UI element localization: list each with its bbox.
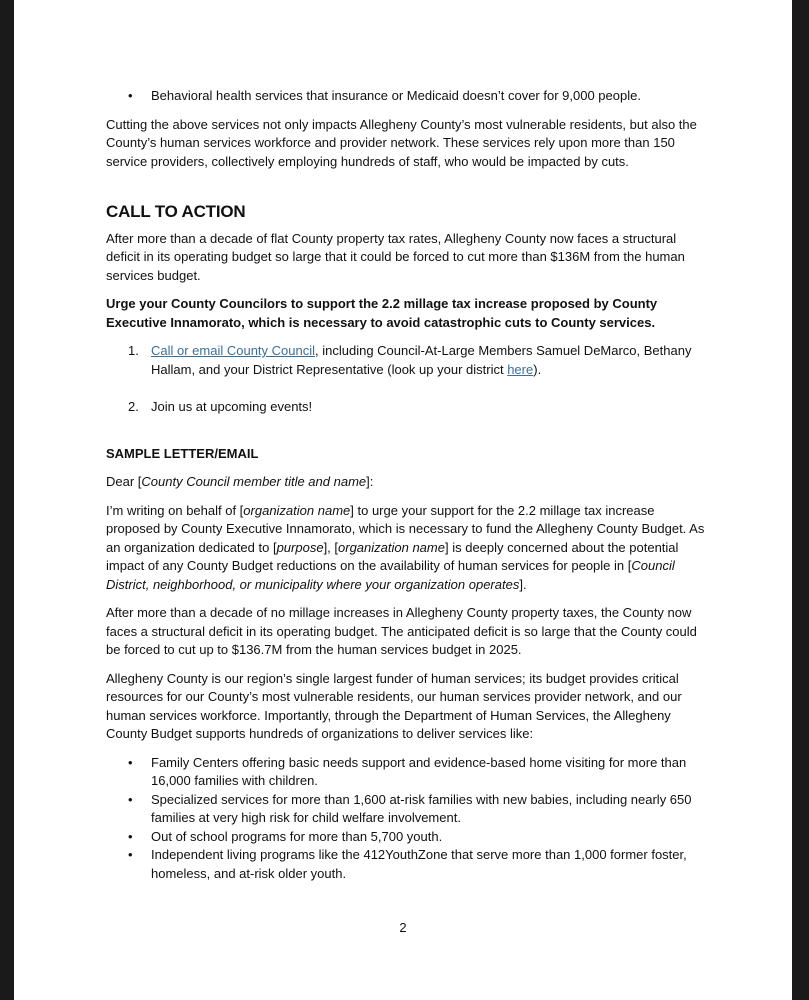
placeholder: Council District, neighborhood, or municipality where your organization operates — [106, 558, 675, 592]
salutation-text: Dear [ — [106, 474, 142, 489]
bullet-text: Family Centers offering basic needs support and evidence-based home visiting for more than 16,000 families with children. — [151, 754, 687, 788]
document-page — [14, 0, 792, 1000]
bullet-icon: • — [128, 88, 133, 103]
letter-paragraph-3: Allegheny County is our region’s single largest funder of human services; its budget provides critical resources for our County’s most vulnerable residents, our human services provider network, and our human services workforce. Importantly, through the Department of Human Services, the Allegheny County Budget supports hundreds of organizations to deliver services like: — [106, 670, 682, 741]
text: ], [ — [323, 539, 339, 555]
list-item — [106, 791, 706, 828]
step-text: Join us at upcoming events! — [151, 399, 313, 414]
list-item-step-2 — [106, 398, 706, 417]
bullet-icon: • — [128, 828, 133, 844]
list-item — [106, 754, 706, 791]
paragraph-cutting: Cutting the above services not only impacts Allegheny County’s most vulnerable residents, but also the County’s human services workforce and provider network. These services rely upon more than 150 service providers, collectively employing hundreds of staff, who would be impacted by cuts. — [106, 116, 697, 169]
bullet-text: Behavioral health services that insurance or Medicaid doesn’t cover for 9,000 people. — [151, 88, 641, 103]
text: I’m writing on behalf of [ — [106, 502, 244, 518]
list-item — [106, 846, 706, 883]
step-text: , including Council-At-Large Members Samuel DeMarco, Bethany Hallam, and your District Representative (look up your district — [151, 343, 692, 377]
letter-paragraph-2: After more than a decade of no millage increases in Allegheny County property taxes, the County now faces a structural deficit in its operating budget. The anticipated deficit is so large that the County could be forced to cut up to $136.7M from the human services budget in 2025. — [106, 605, 697, 657]
salutation-end: ]: — [366, 474, 374, 489]
page-number: 2 — [399, 920, 407, 935]
cta-paragraph: After more than a decade of flat County property tax rates, Allegheny County now faces a structural deficit in its operating budget so large that it could be forced to cut more than $136M from the human services budget. — [106, 230, 685, 283]
salutation-placeholder: County Council member title and name — [141, 474, 367, 489]
bullet-icon: • — [128, 847, 133, 862]
step-number: 1. — [128, 343, 139, 358]
bullet-icon: • — [128, 754, 133, 770]
bullet-text: Independent living programs like the 412YouthZone that serve more than 1,000 former foster, homeless, and at-risk older youth. — [151, 847, 687, 881]
services-list — [106, 754, 706, 884]
list-item — [106, 828, 706, 847]
cta-bold-paragraph: Urge your County Councilors to support the 2.2 millage tax increase proposed by County Executive Innamorato, which is necessary to avoid catastrophic cuts to County services. — [106, 296, 658, 330]
placeholder: organization name — [338, 539, 445, 555]
bullet-icon: • — [128, 791, 133, 807]
step-number: 2. — [128, 399, 139, 414]
letter-paragraph-1 — [106, 502, 706, 595]
sample-letter-heading: SAMPLE LETTER/EMAIL — [106, 445, 259, 461]
list-item — [106, 87, 706, 106]
placeholder: purpose — [276, 539, 324, 555]
text: ] is deeply concerned about the potential impact of any County Budget reductions on the availability of human services for people in [ — [106, 539, 679, 573]
text: ]. — [519, 576, 527, 592]
cta-heading: CALL TO ACTION — [106, 202, 246, 221]
call-council-link[interactable]: Call or email County Council — [151, 343, 316, 358]
bullet-text: Out of school programs for more than 5,700 youth. — [151, 828, 443, 844]
step-text-end: ). — [533, 361, 542, 377]
placeholder: organization name — [243, 502, 351, 518]
salutation — [106, 473, 706, 492]
district-lookup-link[interactable]: here — [507, 361, 534, 377]
bullet-text: Specialized services for more than 1,600 at-risk families with new babies, including nearly 650 families at very high risk for child welfare involvement. — [151, 791, 692, 825]
list-item-step-1 — [106, 342, 706, 379]
page-content — [106, 0, 706, 883]
text: ] to urge your support for the 2.2 millage tax increase proposed by County Executive Innamorato, which is necessary to fund the Allegheny County Budget. As an organization dedicated to [ — [106, 502, 705, 555]
